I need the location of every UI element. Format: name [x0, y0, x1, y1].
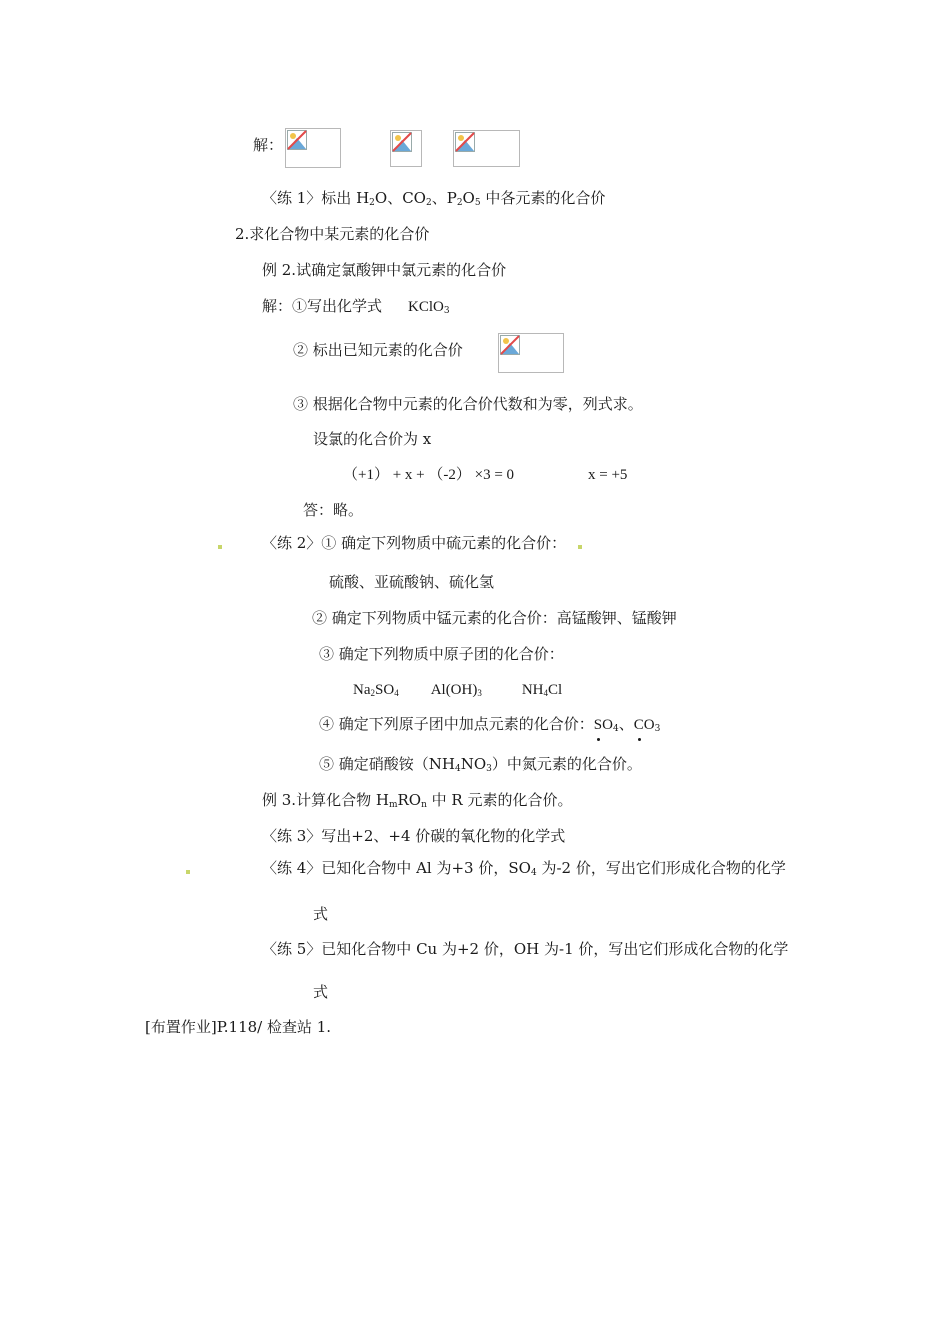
- broken-image-icon: [455, 132, 475, 152]
- broken-image-1: [285, 128, 341, 168]
- exercise-5-wrap: 式: [313, 983, 329, 1001]
- broken-image-2: [390, 130, 422, 167]
- broken-image-icon: [287, 130, 307, 150]
- scan-speck: [578, 545, 582, 549]
- exercise-4: 〈练 4〉已知化合物中 Al 为+3 价，$SO_4$ 为-2 价，写出它们形成化合物的化学: [262, 859, 786, 878]
- formula-list: $Na_2SO_4$ $Al(OH)_3$ $NH_4Cl$: [353, 682, 563, 698]
- step-2: ② 标出已知元素的化合价: [293, 341, 463, 359]
- exercise-2-list: 硫酸、亚硫酸钠、硫化氢: [329, 573, 495, 591]
- scan-speck: [218, 545, 222, 549]
- exercise-2-item-4: ④ 确定下列原子团中加点元素的化合价：$SO_4$、$CO_3$: [319, 715, 661, 734]
- exercise-2-item-2: ② 确定下列物质中锰元素的化合价：高锰酸钾、锰酸钾: [312, 609, 677, 627]
- solution-label: 解：: [253, 136, 284, 154]
- exercise-2: 〈练 2〉① 确定下列物质中硫元素的化合价：: [262, 534, 567, 552]
- exercise-4-wrap: 式: [313, 905, 329, 923]
- equation: （+1） + x + （-2） ×3 = 0: [343, 467, 515, 483]
- step-3: ③ 根据化合物中元素的化合价代数和为零，列式求。: [293, 395, 643, 413]
- scan-speck: [186, 870, 190, 874]
- equation-result: x = +5: [588, 467, 628, 483]
- exercise-5: 〈练 5〉已知化合物中 Cu 为+2 价，OH 为-1 价，写出它们形成化合物的化学: [262, 940, 789, 958]
- broken-image-icon: [392, 132, 412, 152]
- exercise-2-item-3: ③ 确定下列物质中原子团的化合价：: [319, 645, 564, 663]
- exercise-2-item-5: ⑤ 确定硝酸铵$(NH_4NO_3)$中氮元素的化合价。: [319, 755, 642, 774]
- assumption: 设氯的化合价为 x: [313, 430, 432, 448]
- broken-image-3: [453, 130, 520, 167]
- exercise-1: 〈练 1〉标出 $H_2O$、$CO_2$、$P_2O_5$ 中各元素的化合价: [262, 189, 606, 208]
- broken-image-4: [498, 333, 564, 373]
- answer: 答：略。: [303, 501, 364, 519]
- example-3: 例 3.计算化合物 $H_mRO_n$ 中 R 元素的化合价。: [262, 791, 573, 810]
- example-2: 例 2.试确定氯酸钾中氯元素的化合价: [262, 261, 507, 279]
- homework: [布置作业]P.118/ 检查站 1.: [145, 1018, 332, 1036]
- step-1: 解：①写出化学式 KClO$_3$: [262, 297, 450, 316]
- exercise-3: 〈练 3〉写出+2、+4 价碳的氧化物的化学式: [262, 827, 566, 845]
- section-heading-2: 2.求化合物中某元素的化合价: [235, 225, 430, 243]
- broken-image-icon: [500, 335, 520, 355]
